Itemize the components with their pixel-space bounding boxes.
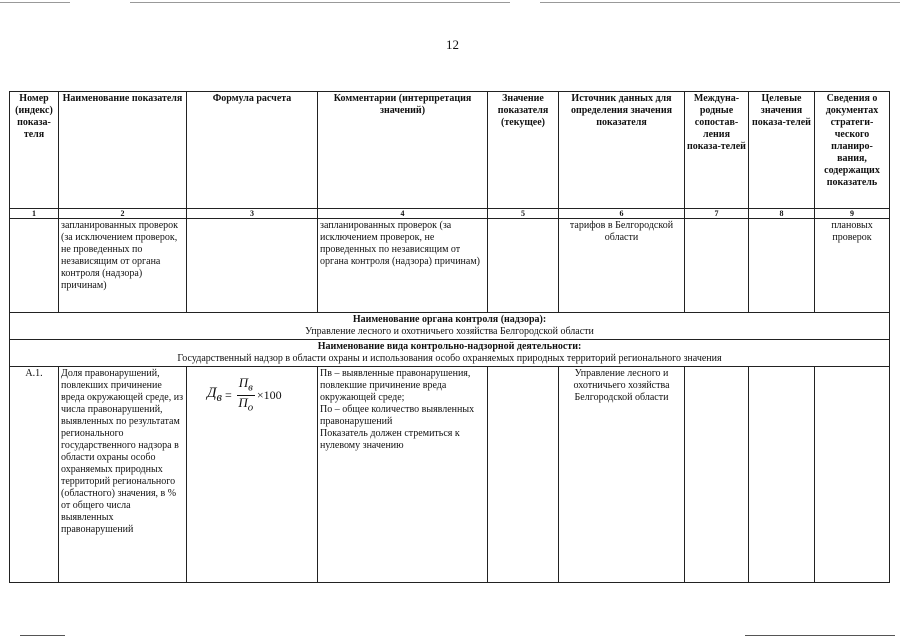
column-number: 8 xyxy=(749,209,815,219)
target-cell xyxy=(749,367,815,583)
header-cell: Формула расчета xyxy=(187,92,318,209)
column-number: 9 xyxy=(815,209,890,219)
comment-line: Пв – выявленные правонарушения, повлекшие причинение вреда окружающей среде; xyxy=(320,368,471,403)
section-organ-value: Управление лесного и охотничьего хозяйства Белгородской области xyxy=(305,326,594,337)
page-number: 12 xyxy=(446,37,459,52)
section-organ-row xyxy=(10,313,890,340)
section-activity-value: Государственный надзор в области охраны и использования особо охраняемых природных территорий регионального значения xyxy=(177,353,722,364)
indicator-name-cell: Доля правонарушений, повлекших причинение вреда окружающей среде, из числа правонарушений, выявленных по результатам регионального государственного надзора в области охраны особо охраняемых природных территорий регионального (областного) значения, в % от общего числа выявленных правонарушений xyxy=(59,367,187,583)
documents-cell xyxy=(815,367,890,583)
bottom-edge-line xyxy=(745,635,895,636)
header-cell: Источник данных для определения значения показателя xyxy=(559,92,685,209)
top-edge-line xyxy=(540,2,900,3)
comment-cell: запланированных проверок (за исключением проверок, не проведенных по независящим от органа контроля (надзора) причинам) xyxy=(318,219,488,313)
formula-fraction: $\frac{П_в}{П_о}$ xyxy=(238,375,254,414)
header-cell: Номер (индекс) показа-теля xyxy=(10,92,59,209)
column-number-row xyxy=(10,209,890,219)
column-number: 3 xyxy=(187,209,318,219)
top-edge-line xyxy=(0,2,70,3)
section-activity xyxy=(10,340,890,367)
formula-cell xyxy=(187,367,318,583)
formula xyxy=(189,368,315,414)
target-cell xyxy=(749,219,815,313)
formula-cell xyxy=(187,219,318,313)
value-cell xyxy=(488,219,559,313)
header-cell: Междуна-родные сопостав-ления показа-телей xyxy=(685,92,749,209)
top-edge-line xyxy=(130,2,510,3)
section-activity-row xyxy=(10,340,890,367)
section-activity-title: Наименование вида контрольно-надзорной деятельности: xyxy=(317,341,582,352)
indicator-name-cell: запланированных проверок (за исключением проверок, не проведенных по независящим от органа контроля (надзора) причинам) xyxy=(59,219,187,313)
table-row-a1 xyxy=(10,367,890,583)
column-number: 5 xyxy=(488,209,559,219)
documents-cell: плановых проверок xyxy=(815,219,890,313)
header-cell: Значение показателя (текущее) xyxy=(488,92,559,209)
index-cell xyxy=(10,219,59,313)
header-row xyxy=(10,92,890,209)
international-cell xyxy=(685,367,749,583)
equals-sign: = xyxy=(221,388,235,403)
column-number: 2 xyxy=(59,209,187,219)
table-row-continued xyxy=(10,219,890,313)
column-number: 1 xyxy=(10,209,59,219)
section-organ xyxy=(10,313,890,340)
source-cell: Управление лесного и охотничьего хозяйства Белгородской области xyxy=(559,367,685,583)
header-cell: Наименование показателя xyxy=(59,92,187,209)
index-cell: А.1. xyxy=(10,367,59,583)
section-organ-title: Наименование органа контроля (надзора): xyxy=(352,314,547,325)
indicators-table xyxy=(9,91,890,583)
column-number: 7 xyxy=(685,209,749,219)
header-cell: Сведения о документах стратеги-ческого планиро-вания, содержащих показатель xyxy=(815,92,890,209)
comment-cell xyxy=(318,367,488,583)
header-cell: Целевые значения показа-телей xyxy=(749,92,815,209)
column-number: 6 xyxy=(559,209,685,219)
comment-line: Показатель должен стремиться к нулевому значению xyxy=(320,428,460,451)
column-number: 4 xyxy=(318,209,488,219)
formula-multiplier: ×100 xyxy=(256,388,282,403)
comment-line: По – общее количество выявленных правонарушений xyxy=(320,404,475,427)
international-cell xyxy=(685,219,749,313)
source-cell: тарифов в Белгородской области xyxy=(559,219,685,313)
formula-lhs: $Д_в$ xyxy=(207,385,222,405)
header-cell: Комментарии (интерпретация значений) xyxy=(318,92,488,209)
bottom-edge-line xyxy=(20,635,65,636)
value-cell xyxy=(488,367,559,583)
